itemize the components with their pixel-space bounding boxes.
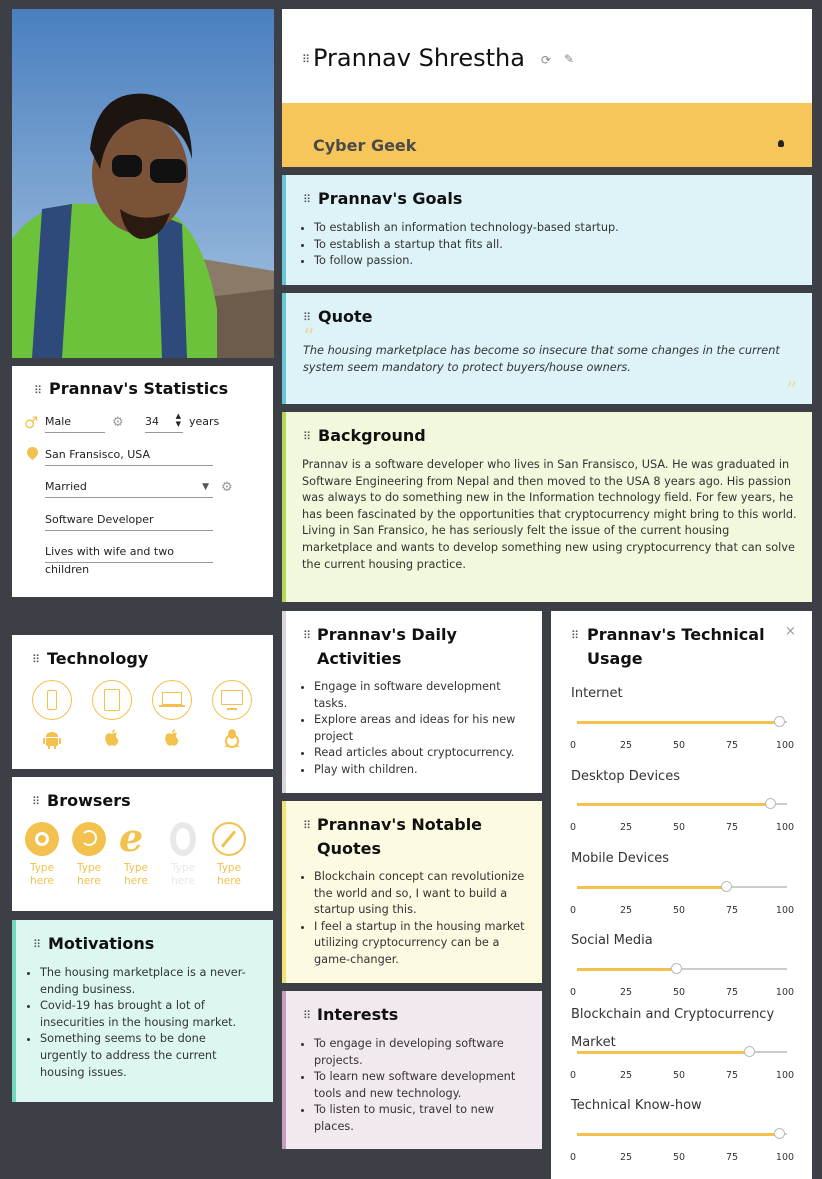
- profile-photo: [12, 9, 274, 358]
- tablet-icon[interactable]: [92, 680, 132, 720]
- drag-handle-icon[interactable]: ⠿: [303, 819, 311, 832]
- male-icon: ♂: [24, 413, 39, 432]
- browsers-card: [12, 777, 273, 911]
- tick-label: 25: [619, 1152, 633, 1163]
- header-card: [282, 9, 812, 103]
- usage-label: Desktop Devices: [571, 769, 680, 784]
- persona-role[interactable]: Cyber Geek: [313, 136, 417, 155]
- tick-label: 25: [619, 987, 633, 998]
- tick-label: 0: [569, 822, 577, 833]
- slider-fill: [577, 968, 676, 971]
- slider-thumb[interactable]: [721, 881, 732, 892]
- browser-label[interactable]: Type here: [29, 862, 55, 887]
- gender-field[interactable]: Male: [45, 413, 105, 433]
- slider-fill: [577, 721, 779, 724]
- refresh-icon[interactable]: ⟳: [541, 53, 552, 67]
- tick-label: 50: [672, 905, 686, 916]
- technical-usage-card: [551, 611, 812, 1179]
- tick-label: 75: [725, 987, 739, 998]
- motivation-item: • The housing marketplace is a never-ending business.: [40, 965, 256, 998]
- usage-slider[interactable]: [577, 968, 787, 970]
- tick-label: 100: [775, 1152, 795, 1163]
- usage-slider[interactable]: [577, 721, 787, 723]
- chrome-icon[interactable]: [25, 822, 59, 856]
- technical-usage-title: Prannav's Technical Usage: [587, 625, 765, 668]
- tick-label: 100: [775, 987, 795, 998]
- tick-label: 50: [672, 1152, 686, 1163]
- close-quote-icon: ”: [786, 379, 798, 404]
- quote-card: [282, 293, 812, 404]
- motivation-item: • Something seems to be done urgently to address the current housing issues.: [40, 1031, 256, 1081]
- daily-activity-item: • Engage in software development tasks.: [314, 679, 524, 712]
- notable-quotes-title: Prannav's Notable Quotes: [317, 815, 483, 858]
- daily-activity-item: • Play with children.: [314, 762, 524, 779]
- tick-label: 0: [569, 987, 577, 998]
- tick-label: 50: [672, 740, 686, 751]
- close-icon[interactable]: ×: [785, 624, 796, 639]
- usage-slider[interactable]: [577, 886, 787, 888]
- gear-icon[interactable]: ⚙: [112, 415, 124, 430]
- age-field[interactable]: 34 ▲ ▼: [145, 413, 183, 433]
- tick-label: 75: [725, 1070, 739, 1081]
- slider-thumb[interactable]: [765, 798, 776, 809]
- slider-fill: [577, 1051, 749, 1054]
- drag-handle-icon[interactable]: ⠿: [303, 430, 311, 443]
- background-title: Background: [318, 426, 426, 445]
- firefox-icon[interactable]: [72, 822, 106, 856]
- location-pin-icon: [25, 445, 41, 461]
- edit-icon[interactable]: ✎: [564, 52, 575, 66]
- lightbulb-icon[interactable]: [778, 140, 784, 147]
- tick-label: 75: [725, 905, 739, 916]
- tick-label: 50: [672, 822, 686, 833]
- statistics-card: [12, 366, 273, 597]
- goals-card: [282, 175, 812, 285]
- motivations-title: Motivations: [48, 934, 155, 953]
- daily-activities-title: Prannav's Daily Activities: [317, 625, 457, 668]
- goal-item: • To establish a startup that fits all.: [314, 237, 798, 254]
- browser-label[interactable]: Type here: [76, 862, 102, 887]
- goal-item: • To establish an information technology-based startup.: [314, 220, 798, 237]
- tick-label: 100: [775, 1070, 795, 1081]
- linux-icon[interactable]: [222, 728, 242, 748]
- drag-handle-icon[interactable]: ⠿: [32, 795, 40, 808]
- slider-thumb[interactable]: [774, 716, 785, 727]
- marital-status-select[interactable]: Married ▼: [45, 478, 213, 498]
- slider-thumb[interactable]: [774, 1128, 785, 1139]
- drag-handle-icon[interactable]: ⠿: [32, 653, 40, 666]
- notable-quote-item: • I feel a startup in the housing market utilizing cryptocurrency can be a game-changer.: [314, 919, 526, 969]
- phone-icon[interactable]: [32, 680, 72, 720]
- browser-label[interactable]: Type here: [123, 862, 149, 887]
- quote-text: The housing marketplace has become so insecure that some changes in the current system seem mandatory to protect buyers/house owners.: [303, 344, 780, 374]
- persona-name[interactable]: Prannav Shrestha: [313, 44, 525, 72]
- browser-label[interactable]: Type here: [170, 862, 196, 887]
- daily-activity-item: • Read articles about cryptocurrency.: [314, 745, 524, 762]
- usage-label: Mobile Devices: [571, 851, 670, 866]
- interests-card: [282, 991, 542, 1149]
- interest-item: • To engage in developing software projects.: [314, 1036, 526, 1069]
- tick-label: 100: [775, 905, 795, 916]
- background-text: Prannav is a software developer who lives in San Fransisco, USA. He was graduated in Software Engineering from Nepal and then moved to the USA 8 years ago. His passion was always to do something new in the Information technology field. For few years, he has been fascinated by the opportunities that cryptocurrency might bring to this world. Living in San Fransico, he has seriously felt the issue of the current housing marketplace and wants to develop something new using cryptocurrency that can solve the current housing practice.: [302, 458, 797, 571]
- tick-label: 25: [619, 740, 633, 751]
- tick-label: 50: [672, 987, 686, 998]
- statistics-title: Prannav's Statistics: [49, 379, 229, 398]
- tick-label: 75: [725, 1152, 739, 1163]
- tick-label: 0: [569, 1152, 577, 1163]
- tick-label: 0: [569, 1070, 577, 1081]
- drag-handle-icon[interactable]: ⠿: [303, 1009, 311, 1022]
- motivations-card: [12, 920, 273, 1102]
- safari-icon[interactable]: [212, 822, 246, 856]
- slider-fill: [577, 886, 726, 889]
- tick-label: 0: [569, 905, 577, 916]
- drag-handle-icon[interactable]: ⠿: [302, 53, 310, 66]
- apple-icon[interactable]: [102, 728, 122, 748]
- browser-label[interactable]: Type here: [216, 862, 242, 887]
- tick-label: 75: [725, 822, 739, 833]
- technology-card: [12, 635, 273, 769]
- opera-icon[interactable]: [166, 822, 200, 856]
- usage-label: Social Media: [571, 933, 653, 948]
- tick-label: 75: [725, 740, 739, 751]
- slider-ticks: [571, 740, 793, 752]
- slider-ticks: [571, 1070, 793, 1082]
- drag-handle-icon[interactable]: ⠿: [303, 629, 311, 642]
- interest-item: • To listen to music, travel to new places.: [314, 1102, 526, 1135]
- daily-activities-list: [298, 679, 524, 779]
- quote-title: Quote: [318, 307, 373, 326]
- slider-ticks: [571, 987, 793, 999]
- usage-slider[interactable]: [577, 1051, 787, 1053]
- ie-icon[interactable]: e: [119, 815, 144, 860]
- goals-title: Prannav's Goals: [318, 189, 463, 208]
- browsers-title: Browsers: [47, 791, 131, 810]
- interest-item: • To learn new software development tools and new technology.: [314, 1069, 526, 1102]
- goals-list: [298, 220, 798, 270]
- slider-fill: [577, 1133, 779, 1136]
- daily-activities-card: [282, 611, 542, 793]
- goal-item: • To follow passion.: [314, 253, 798, 270]
- background-card: [282, 412, 812, 602]
- tick-label: 25: [619, 1070, 633, 1081]
- slider-thumb[interactable]: [671, 963, 682, 974]
- interests-title: Interests: [317, 1005, 399, 1024]
- desktop-icon[interactable]: [212, 680, 252, 720]
- slider-ticks: [571, 1152, 793, 1164]
- tick-label: 25: [619, 905, 633, 916]
- apple-icon[interactable]: [162, 728, 182, 748]
- drag-handle-icon[interactable]: ⠿: [33, 938, 41, 951]
- notable-quote-item: • Blockchain concept can revolutionize the world and so, I want to build a startup using this.: [314, 869, 526, 919]
- tick-label: 25: [619, 822, 633, 833]
- gear-icon[interactable]: ⚙: [221, 480, 233, 495]
- slider-ticks: [571, 822, 793, 834]
- age-unit: years: [189, 415, 220, 428]
- laptop-icon[interactable]: [152, 680, 192, 720]
- tick-label: 50: [672, 1070, 686, 1081]
- android-icon[interactable]: [42, 729, 62, 749]
- tick-label: 100: [775, 740, 795, 751]
- tick-label: 100: [775, 822, 795, 833]
- notable-quotes-list: [298, 869, 526, 969]
- drag-handle-icon[interactable]: ⠿: [571, 629, 579, 642]
- interests-list: [298, 1036, 526, 1136]
- occupation-field[interactable]: Software Developer: [45, 511, 213, 531]
- usage-label: Technical Know-how: [571, 1098, 702, 1113]
- drag-handle-icon[interactable]: ⠿: [34, 384, 42, 397]
- tick-label: 0: [569, 740, 577, 751]
- drag-handle-icon[interactable]: ⠿: [303, 193, 311, 206]
- daily-activity-item: • Explore areas and ideas for his new project: [314, 712, 524, 745]
- drag-handle-icon[interactable]: ⠿: [303, 311, 311, 324]
- technology-title: Technology: [47, 649, 149, 668]
- open-quote-icon: “: [303, 325, 315, 350]
- slider-fill: [577, 803, 770, 806]
- usage-slider[interactable]: [577, 803, 787, 805]
- role-banner: [282, 103, 812, 167]
- usage-slider[interactable]: [577, 1133, 787, 1135]
- motivations-list: [24, 965, 256, 1081]
- location-field[interactable]: San Fransisco, USA: [45, 446, 213, 466]
- slider-ticks: [571, 905, 793, 917]
- usage-label: Internet: [571, 686, 623, 701]
- motivation-item: • Covid-19 has brought a lot of insecurities in the housing market.: [40, 998, 256, 1031]
- notable-quotes-card: [282, 801, 542, 983]
- usage-label: Blockchain and Cryptocurrency Market: [571, 1007, 775, 1050]
- household-field[interactable]: Lives with wife and two children: [45, 543, 213, 563]
